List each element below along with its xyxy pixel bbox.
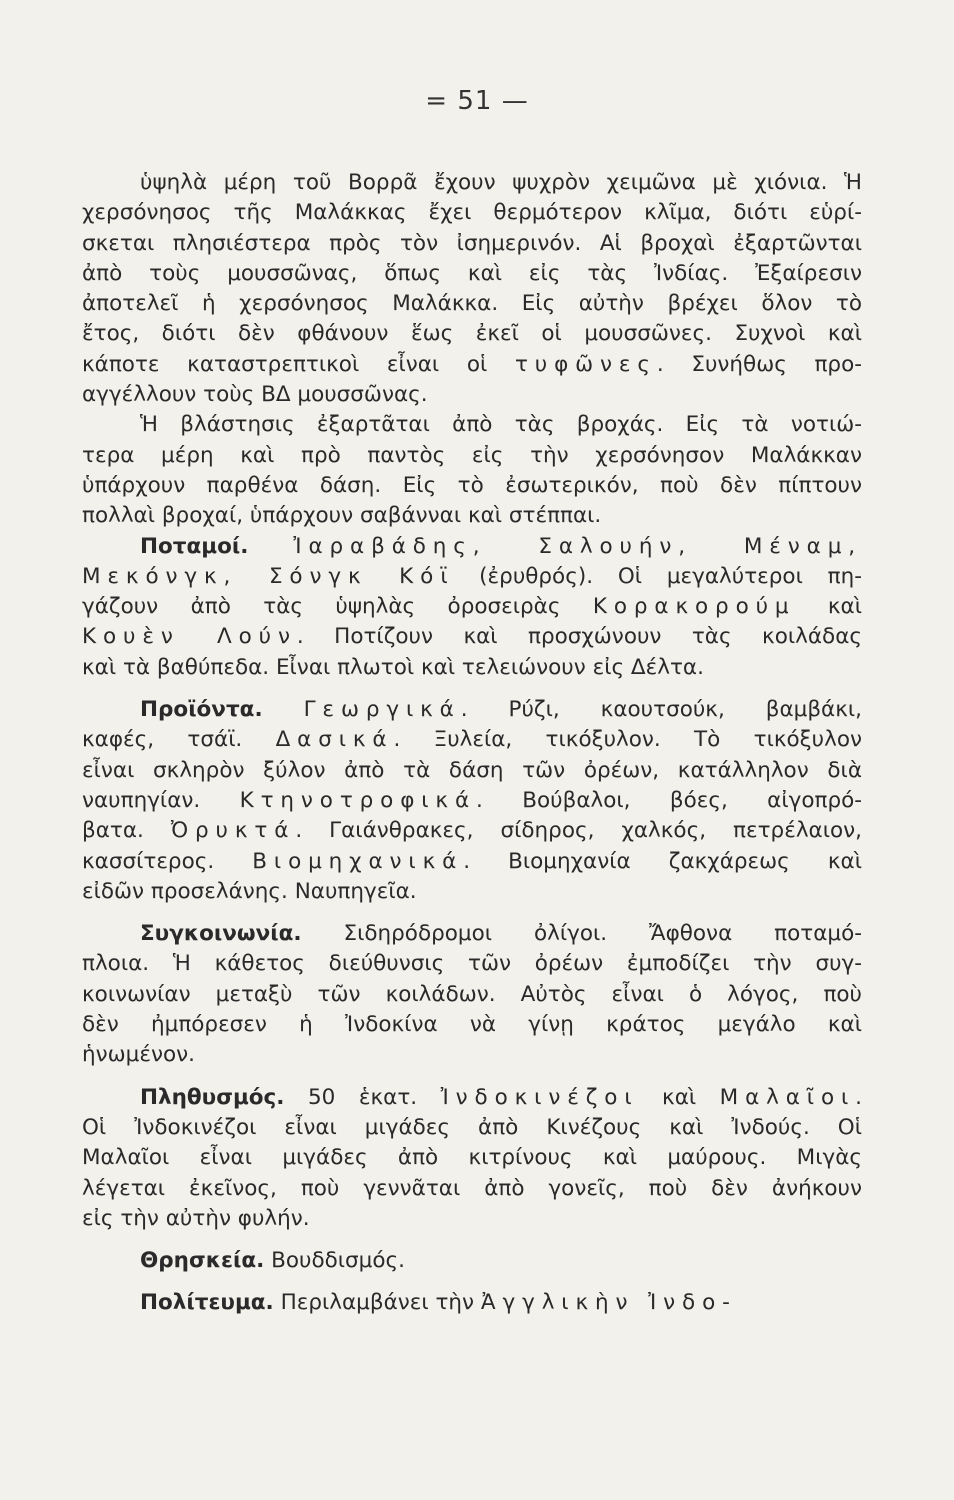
text-segment: εἶναι σκληρὸν ξύλον ἀπὸ τὰ δάση τῶν ὀρέων, κατάλληλον διὰ — [82, 757, 862, 783]
spaced-term: Κουὲν Λούν — [82, 624, 297, 650]
text-segment: πλοια. Ἡ κάθετος διεύθυνσις τῶν ὀρέων ἐμποδίζει τὴν συγ- — [82, 951, 862, 977]
text-line — [82, 816, 862, 846]
text-line — [82, 471, 862, 501]
text-line — [82, 259, 862, 289]
text-line — [82, 350, 862, 380]
text-line — [82, 1246, 862, 1276]
text-line — [82, 441, 862, 471]
text-line — [82, 1083, 862, 1113]
spaced-term: Μαλαῖοι — [719, 1084, 856, 1110]
spaced-term: Κορακορούμ — [592, 594, 796, 620]
text-segment: εἰς τὴν αὐτὴν φυλήν. — [82, 1205, 310, 1231]
section-heading: Πολίτευμα. — [140, 1290, 274, 1316]
text-line — [82, 592, 862, 622]
text-line — [82, 1288, 862, 1318]
text-segment: χερσόνησος τῆς Μαλάκκας ἔχει θερμότερον κλῖμα, διότι εὑρί- — [82, 200, 862, 226]
text-segment: βατα. — [82, 818, 171, 844]
text-segment: 50 ἑκατ. — [307, 1084, 441, 1110]
spaced-term: Δασικά — [275, 727, 394, 753]
spaced-term: Ἀγγλικὴν Ἰνδο- — [480, 1290, 737, 1316]
text-segment: (ἐρυθρός). Οἱ μεγαλύτεροι πη- — [454, 563, 862, 589]
text-line — [82, 786, 862, 816]
text-segment: καὶ — [638, 1084, 720, 1110]
text-line — [82, 695, 862, 725]
text-line — [82, 501, 862, 531]
text-segment: . Ρύζι, καουτσούκ, βαμβάκι, — [460, 697, 862, 723]
text-line — [82, 877, 862, 907]
text-segment: δὲν ἠμπόρεσεν ἡ Ἰνδοκίνα νὰ γίνῃ κράτος μεγάλο καὶ — [82, 1012, 862, 1038]
text-line — [82, 919, 862, 949]
text-segment: Περιλαμβάνει τὴν — [280, 1290, 481, 1316]
paragraph-gap — [82, 1276, 862, 1288]
text-segment: . Βιομηχανία ζακχάρεως καὶ — [463, 848, 862, 874]
text-segment: Σιδηρόδρομοι ὀλίγοι. Ἄφθονα ποταμό- — [343, 921, 862, 947]
text-segment: Ἡ βλάστησις ἐξαρτᾶται ἀπὸ τὰς βροχάς. Εἰς τὰ νοτιώ- — [140, 412, 862, 438]
text-line — [82, 380, 862, 410]
spaced-term: Μεκόνγκ, Σόνγκ Κόϊ — [82, 563, 455, 589]
text-line — [82, 168, 862, 198]
spaced-term: Ἰαραβάδης, Σαλουήν, Μέναμ, — [293, 533, 863, 559]
section-heading: Θρησκεία. — [140, 1248, 265, 1274]
section-heading: Προϊόντα. — [140, 697, 263, 723]
spaced-term: Κτηνοτροφικά — [239, 787, 477, 813]
text-line — [82, 622, 862, 652]
section-heading: Πληθυσμός. — [140, 1084, 285, 1110]
text-line — [82, 1204, 862, 1234]
text-line — [82, 289, 862, 319]
text-line — [82, 1143, 862, 1173]
text-segment: καφές, τσάϊ. — [82, 727, 276, 753]
text-line — [82, 725, 862, 755]
paragraph-gap — [82, 1234, 862, 1246]
text-segment: . Βούβαλοι, βόες, αἰγοπρό- — [476, 787, 863, 813]
text-segment: καὶ — [795, 594, 862, 620]
text-segment: κοινωνίαν μεταξὺ τῶν κοιλάδων. Αὐτὸς εἶναι ὁ λόγος, ποὺ — [82, 981, 862, 1007]
text-line — [82, 229, 862, 259]
text-segment: καὶ τὰ βαθύπεδα. Εἶναι πλωτοὶ καὶ τελειώνουν εἰς Δέλτα. — [82, 654, 704, 680]
text-line — [82, 847, 862, 877]
text-segment: ἔτος, διότι δὲν φθάνουν ἕως ἐκεῖ οἱ μουσσῶνες. Συχνοὶ καὶ — [82, 321, 862, 347]
text-line — [82, 1010, 862, 1040]
page-number: = 51 — — [425, 86, 529, 116]
text-line — [82, 1113, 862, 1143]
section-heading: Ποταμοί. — [140, 533, 249, 559]
text-segment: τερα μέρη καὶ πρὸ παντὸς εἰς τὴν χερσόνησον Μαλάκκαν — [82, 442, 862, 468]
text-segment: ὑπάρχουν παρθένα δάση. Εἰς τὸ ἐσωτερικόν, ποὺ δὲν πίπτουν — [82, 472, 862, 498]
text-segment: Βουδδισμός. — [271, 1248, 405, 1274]
text-line — [82, 1040, 862, 1070]
text-line — [82, 756, 862, 786]
text-segment: Οἱ Ἰνδοκινέζοι εἶναι μιγάδες ἀπὸ Κινέζους καὶ Ἰνδούς. Οἱ — [82, 1114, 862, 1140]
text-segment: λέγεται ἐκεῖνος, ποὺ γεννᾶται ἀπὸ γονεῖς, ποὺ δὲν ἀνήκουν — [82, 1175, 862, 1201]
text-segment: ὑψηλὰ μέρη τοῦ Βορρᾶ ἔχουν ψυχρὸν χειμῶνα μὲ χιόνια. Ἡ — [140, 170, 862, 195]
spaced-term: Γεωργικά — [303, 697, 461, 723]
text-segment: εἰδῶν προσελάνης. Ναυπηγεῖα. — [82, 878, 417, 904]
paragraph-gap — [82, 683, 862, 695]
text-segment: γάζουν ἀπὸ τὰς ὑψηλὰς ὀροσειρὰς — [82, 594, 593, 620]
spaced-term: Βιομηχανικά — [252, 848, 464, 874]
text-segment: . Συνήθως προ- — [656, 351, 862, 377]
body-text — [82, 168, 862, 1319]
text-line — [82, 410, 862, 440]
paragraph-gap — [82, 1071, 862, 1083]
text-line — [82, 198, 862, 228]
text-line — [82, 980, 862, 1010]
text-segment: σκεται πλησιέστερα πρὸς τὸν ἰσημερινόν. Αἱ βροχαὶ ἐξαρτῶνται — [82, 230, 862, 256]
text-line — [82, 319, 862, 349]
spaced-term: Ὀρυκτά — [170, 818, 296, 844]
text-segment: κάποτε καταστρεπτικοὶ εἶναι οἱ — [82, 351, 515, 377]
text-segment: Μαλαῖοι εἶναι μιγάδες ἀπὸ κιτρίνους καὶ μαύρους. Μιγὰς — [82, 1145, 862, 1171]
section-heading: Συγκοινωνία. — [140, 921, 302, 947]
text-segment: . Γαιάνθρακες, σίδηρος, χαλκός, πετρέλαιον, — [295, 818, 862, 844]
text-segment: ναυπηγίαν. — [82, 787, 240, 813]
text-segment: αγγέλλουν τοὺς ΒΔ μουσσῶνας. — [82, 382, 428, 408]
text-segment: ἀπὸ τοὺς μουσσῶνας, ὅπως καὶ εἰς τὰς Ἰνδίας. Ἐξαίρεσιν — [82, 260, 862, 286]
text-line — [82, 1174, 862, 1204]
text-segment: . — [855, 1084, 862, 1110]
text-line — [82, 949, 862, 979]
spaced-term: Ἰνδοκινέζοι — [440, 1084, 639, 1110]
text-segment: πολλαὶ βροχαί, ὑπάρχουν σαβάνναι καὶ στέππαι. — [82, 503, 602, 529]
paragraph-gap — [82, 907, 862, 919]
text-segment: ἀποτελεῖ ἡ χερσόνησος Μαλάκκα. Εἰς αὐτὴν βρέχει ὅλον τὸ — [82, 291, 862, 317]
spaced-term: τυφῶνες — [514, 351, 657, 377]
text-line — [82, 653, 862, 683]
text-segment: κασσίτερος. — [82, 848, 253, 874]
text-segment: ἡνωμένον. — [82, 1042, 195, 1068]
text-segment: . Ξυλεία, τικόξυλον. Τὸ τικόξυλον — [393, 727, 862, 753]
text-line — [82, 532, 862, 562]
text-line — [82, 562, 862, 592]
text-segment: . Ποτίζουν καὶ προσχώνουν τὰς κοιλάδας — [296, 624, 862, 650]
